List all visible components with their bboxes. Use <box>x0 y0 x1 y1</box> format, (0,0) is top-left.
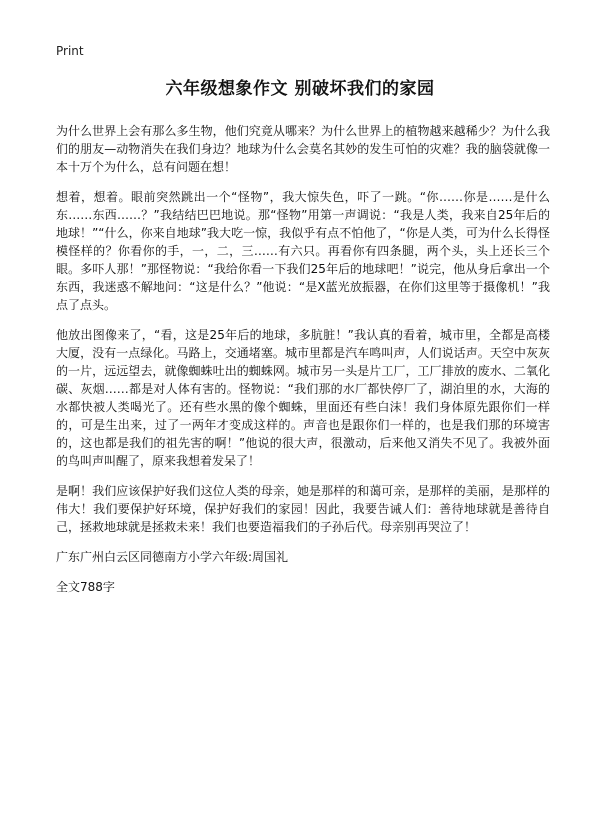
paragraph-2: 想着，想着。眼前突然跳出一个“怪物”，我大惊失色，吓了一跳。“你……你是……是什么东……东西……？”我结结巴巴地说。那“怪物”用第一声调说：“我是人类，我来自25年后的地球！”“什么，你来自地球”我大吃一惊，我似乎有点不怕他了，“你是人类，可为什么长得怪模怪样的？你看你的手，一，二，三……有六只。再看你有四条腿，两个头，头上还长三个眼。多吓人那！”那怪物说：“我给你看一下我们25年后的地球吧！”说完，他从身后拿出一个东西，我迷惑不解地问：“这是什么？”他说：“是X蓝光放振器，在你们这里等于摄像机！”我点了点头。 <box>56 190 550 312</box>
paragraph-4: 是啊！我们应该保护好我们这位人类的母亲，她是那样的和蔼可亲，是那样的美丽，是那样的伟大！我们要保护好环境，保护好我们的家园！因此，我要告诫人们：善待地球就是善待自己，拯救地球就是拯救未来！我们也要造福我们的子孙后代。母亲别再哭泣了！ <box>56 484 550 534</box>
article-title: 六年级想象作文 别破坏我们的家园 <box>165 79 435 99</box>
print-link[interactable]: Print <box>56 44 84 58</box>
word-count: 全文788字 <box>56 580 115 594</box>
paragraph-3: 他放出图像来了，“看，这是25年后的地球，多肮脏！”我认真的看着，城市里，全都是高楼大厦，没有一点绿化。马路上，交通堵塞。城市里都是汽车鸣叫声，人们说话声。天空中灰灰的一片，远远望去，就像蜘蛛吐出的蜘蛛网。城市另一头是片工厂，工厂排放的废水、二氧化碳、灰烟……都是对人体有害的。怪物说：“我们那的水厂都快停厂了，湖泊里的水，大海的水都快被人类喝光了。还有些水黑的像个蜘蛛，里面还有些白沫！我们身体原先跟你们一样的，可是生出来，过了一两年才变成这样的。声音也是跟你们一样的，也是我们那的环境害的，这也都是我们的祖先害的啊！”他说的很大声，很激动，后来他又消失不见了。我被外面的鸟叫声叫醒了，原来我想着发呆了！ <box>56 328 550 468</box>
paragraph-1: 为什么世界上会有那么多生物，他们究竟从哪来？为什么世界上的植物越来越稀少？为什么我们的朋友—动物消失在我们身边？地球为什么会莫名其妙的发生可怕的灾难？我的脑袋就像一本十万个为什么，总有问题在想！ <box>56 124 550 174</box>
author-byline: 广东广州白云区同德南方小学六年级:周国礼 <box>56 550 289 564</box>
article-body <box>56 122 550 608</box>
